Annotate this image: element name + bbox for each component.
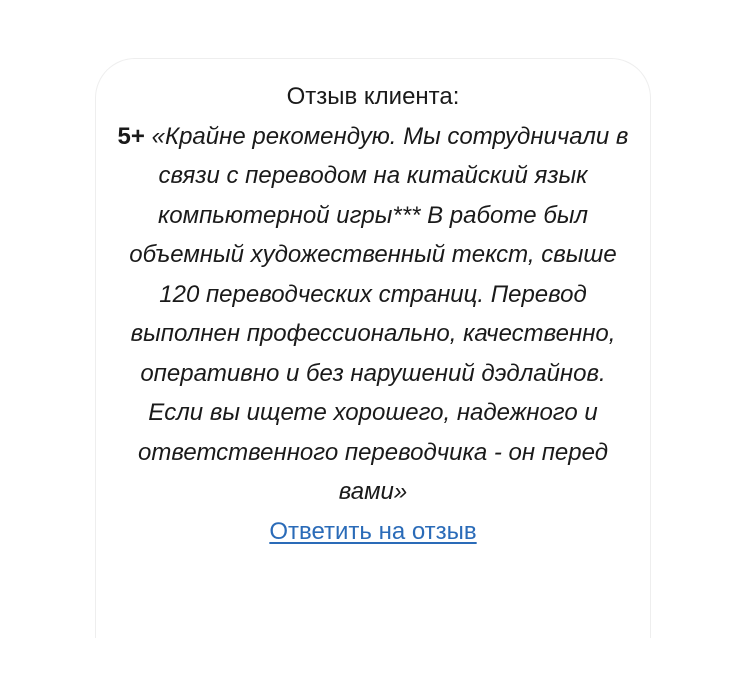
review-body xyxy=(96,117,650,512)
review-rating: 5+ xyxy=(117,122,145,150)
review-heading: Отзыв клиента: xyxy=(286,83,460,110)
review-content xyxy=(96,77,650,551)
review-card xyxy=(95,58,651,638)
reply-to-review-link[interactable]: Ответить на отзыв xyxy=(269,517,477,545)
review-text: «Крайне рекомендую. Мы сотрудничали в связи с переводом на китайский язык компьютерной игры*** В работе был объемный художественный текст, свыше 120 переводческих страниц. Перевод выполнен профессионально, качественно, оперативно и без нарушений дэдлайнов. Если вы ищете хорошего, надежного и ответственного переводчика - он перед вами» xyxy=(129,122,629,505)
